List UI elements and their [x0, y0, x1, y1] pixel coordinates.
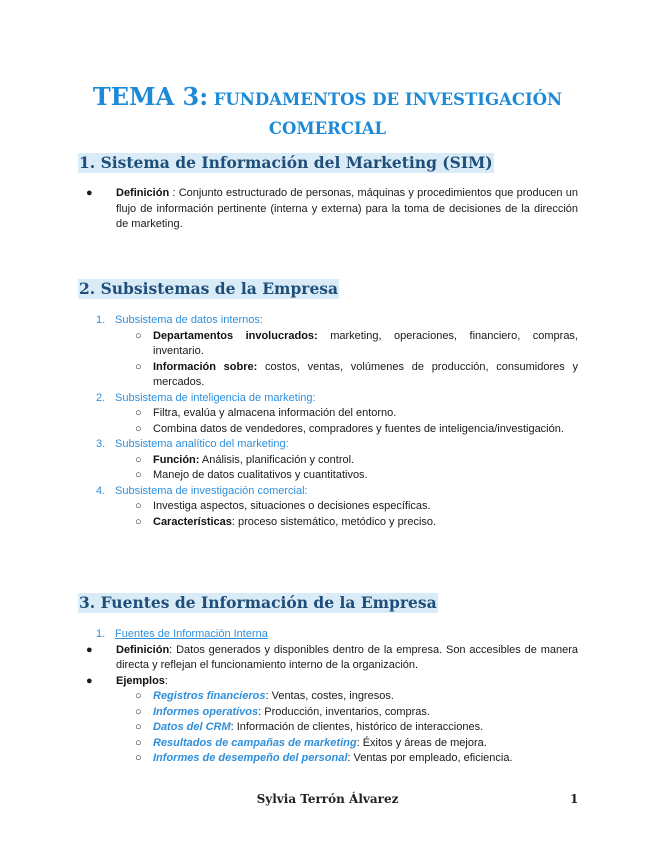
subsystem-title: Subsistema analítico del marketing: — [115, 438, 289, 450]
list-item: 3. Subsistema analítico del marketing: — [96, 438, 289, 450]
list-item: ○ Información sobre: costos, ventas, volúmenes de producción, consumidores y mercados. — [135, 360, 578, 388]
title-line2: COMERCIAL — [268, 119, 387, 138]
list-item: ○ Datos del CRM: Información de clientes, histórico de interacciones. — [135, 721, 484, 733]
list-item: ○ Combina datos de vendedores, compradores y fuentes de inteligencia/investigación. — [135, 422, 564, 435]
list-item: ○ Filtra, evalúa y almacena información del entorno. — [135, 407, 397, 419]
definition-label: Definición — [116, 187, 170, 199]
page-number: 1 — [570, 792, 579, 806]
list-item: ○ Informes de desempeño del personal: Ventas por empleado, eficiencia. — [135, 752, 513, 764]
list-item: ○ Resultados de campañas de marketing: Éxitos y áreas de mejora. — [135, 736, 487, 749]
title-line1: FUNDAMENTOS DE INVESTIGACIÓN — [213, 90, 563, 109]
list-item[interactable]: 1. Fuentes de Información Interna — [96, 628, 268, 640]
subsystems-list — [96, 313, 578, 530]
section1-definition — [86, 186, 578, 233]
list-item: 1. Subsistema de datos internos: — [96, 314, 263, 326]
list-item: ○ Características: proceso sistemático, metódico y preciso. — [135, 515, 437, 528]
sources-list — [86, 627, 578, 767]
list-item: ● Definición: Datos generados y disponibles dentro de la empresa. Son accesibles de manera directa y reflejan el funcionamiento interno de la organización. — [86, 643, 578, 671]
subsystem-title: Subsistema de investigación comercial: — [115, 484, 308, 497]
internal-sources-link[interactable]: Fuentes de Información Interna — [115, 628, 268, 640]
list-item: ○ Función: Análisis, planificación y control. — [135, 453, 355, 466]
page-title — [0, 82, 655, 143]
definition-text: : Conjunto estructurado de personas, máquinas y procedimientos que producen un flujo de información pertinente (interna y externa) para la toma de decisiones de la dirección de marketing. — [116, 187, 578, 230]
list-item: ○ Informes operativos: Producción, inventarios, compras. — [135, 705, 430, 718]
list-item: ○ Manejo de datos cualitativos y cuantitativos. — [135, 469, 368, 481]
list-item: 4. Subsistema de investigación comercial: — [96, 484, 308, 497]
list-item: ● Ejemplos: — [86, 674, 168, 687]
title-prefix: TEMA 3: — [92, 82, 209, 111]
section1-heading: 1. Sistema de Información del Marketing (SIM) — [79, 153, 493, 172]
list-item: ○ Departamentos involucrados: marketing, operaciones, financiero, compras, inventario. — [135, 329, 578, 357]
subsystem-title: Subsistema de datos internos: — [115, 314, 263, 326]
bullet-marker: ● — [86, 187, 93, 199]
section2-heading: 2. Subsistemas de la Empresa — [79, 279, 339, 298]
footer-author: Sylvia Terrón Álvarez — [256, 792, 399, 806]
list-item: 2. Subsistema de inteligencia de marketing: — [96, 391, 316, 404]
list-item: ○ Investiga aspectos, situaciones o decisiones específicas. — [135, 500, 431, 512]
section3-heading: 3. Fuentes de Información de la Empresa — [79, 593, 437, 612]
list-item: ○ Registros financieros: Ventas, costes, ingresos. — [135, 690, 394, 702]
subsystem-title: Subsistema de inteligencia de marketing: — [115, 391, 316, 404]
